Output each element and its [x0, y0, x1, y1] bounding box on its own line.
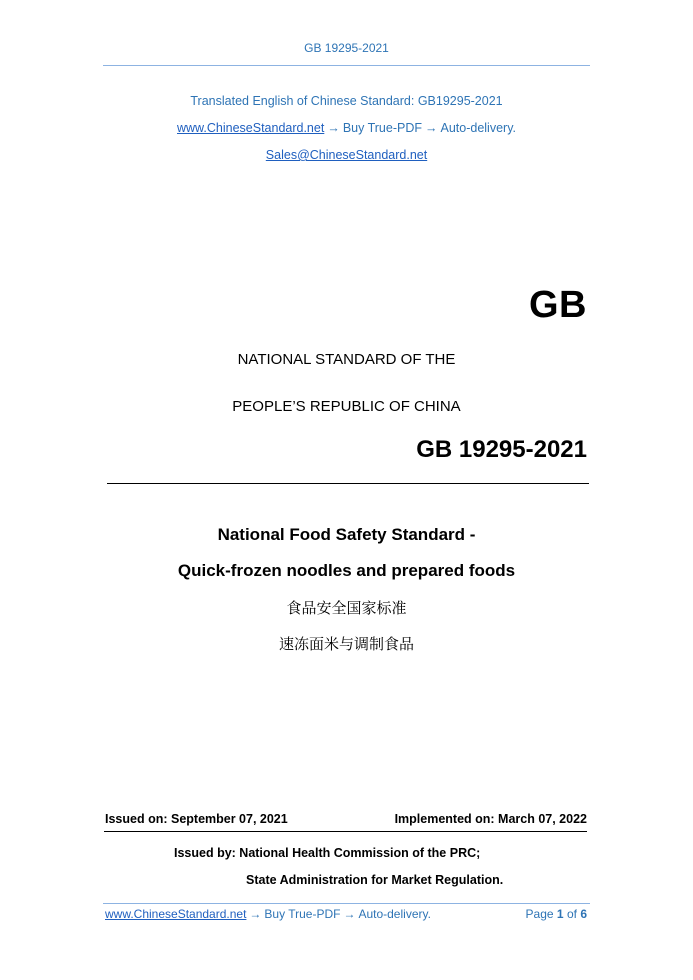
title-divider — [107, 483, 589, 484]
footer-website-link[interactable]: www.ChineseStandard.net — [105, 907, 247, 921]
issued-on-date: Issued on: September 07, 2021 — [105, 812, 288, 826]
issued-by-line1: Issued by: National Health Commission of the PRC; — [174, 846, 481, 860]
header-doc-code: GB 19295-2021 — [304, 41, 389, 55]
gb-mark: GB — [529, 284, 587, 326]
issued-by-line2: State Administration for Market Regulation. — [246, 873, 504, 887]
arrow-icon: → — [249, 907, 262, 921]
purchase-line — [0, 121, 693, 135]
implemented-on-date: Implemented on: March 07, 2022 — [394, 812, 587, 826]
title-line2: Quick-frozen noodles and prepared foods — [177, 561, 516, 580]
auto-delivery-text: Auto-delivery. — [440, 121, 516, 135]
chinese-title-line1: 食品安全国家标准 — [286, 599, 407, 617]
footer-auto-delivery-text: Auto-delivery. — [358, 907, 431, 921]
arrow-icon: → — [343, 907, 356, 921]
page-label: Page — [525, 907, 554, 921]
buy-text: Buy True-PDF — [342, 121, 422, 135]
footer-purchase-line — [105, 907, 431, 921]
email-link[interactable]: Sales@ChineseStandard.net — [265, 148, 428, 162]
page-of: of — [566, 907, 577, 921]
website-link[interactable]: www.ChineseStandard.net — [177, 121, 325, 135]
footer-buy-text: Buy True-PDF — [264, 907, 341, 921]
standard-number: GB 19295-2021 — [416, 436, 587, 463]
page-total: 6 — [580, 907, 587, 921]
national-standard-line1: NATIONAL STANDARD OF THE — [237, 351, 456, 368]
email-line — [0, 148, 693, 162]
national-standard-line2: PEOPLE’S REPUBLIC OF CHINA — [232, 398, 461, 415]
title-line1: National Food Safety Standard - — [217, 525, 476, 544]
chinese-title-line2: 速冻面米与调制食品 — [278, 635, 414, 653]
page-indicator — [526, 907, 587, 921]
issue-divider — [104, 831, 587, 832]
header-divider — [103, 65, 590, 66]
page-current: 1 — [556, 907, 564, 921]
translation-notice: Translated English of Chinese Standard: GB19295-2021 — [190, 94, 503, 108]
footer-divider — [103, 903, 590, 904]
arrow-icon: → — [327, 121, 340, 135]
arrow-icon: → — [425, 121, 438, 135]
